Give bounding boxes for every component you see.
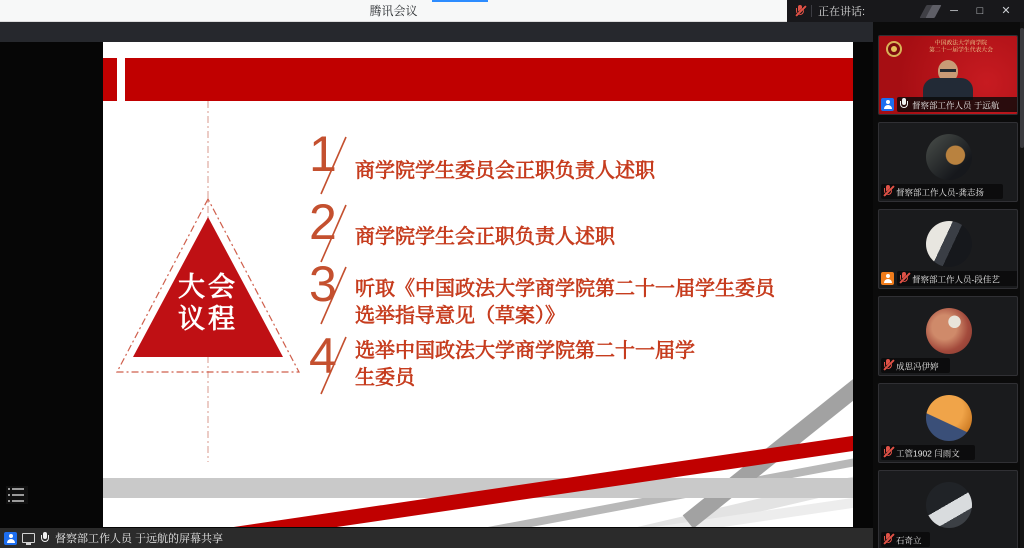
participant-name: 督察部工作人员-段佳艺	[912, 275, 1000, 285]
titlebar-main	[0, 0, 787, 22]
sidebar-scrollbar[interactable]	[1020, 22, 1024, 548]
agenda-item-1: 商学院学生委员会正职负责人述职	[355, 160, 655, 182]
participant-name: 工管1902 闫雨文	[896, 449, 960, 459]
close-button[interactable]: ✕	[1001, 5, 1011, 17]
member-badge-icon	[4, 532, 17, 545]
agenda-number-2: 2	[309, 194, 337, 250]
participant-tile[interactable]	[878, 209, 1018, 289]
participant-name: 督察部工作人员-龚志扬	[896, 188, 984, 198]
mic-on-icon	[899, 98, 909, 111]
minimize-button[interactable]: ─	[950, 5, 958, 17]
participant-name: 督察部工作人员 于远航	[912, 101, 1000, 111]
mic-muted-icon	[883, 185, 893, 198]
university-emblem-icon	[886, 41, 902, 57]
meeting-watermark-icon	[923, 5, 938, 18]
triangle-line2: 议程	[178, 304, 238, 334]
screen-share-area	[0, 42, 873, 528]
annotation-list-icon[interactable]	[6, 486, 28, 504]
share-status-label: 督察部工作人员 于远航的屏幕共享	[55, 533, 224, 545]
agenda-item-4: 选举中国政法大学商学院第二十一届学 生委员	[355, 340, 695, 389]
speaker-mic-icon	[795, 5, 805, 18]
agenda-triangle-label	[148, 271, 268, 335]
participant-tile[interactable]	[878, 122, 1018, 202]
member-badge-icon	[881, 98, 894, 111]
share-top-strip	[0, 22, 873, 42]
avatar	[926, 395, 972, 441]
mic-muted-icon	[883, 446, 893, 459]
titlebar	[0, 0, 1024, 22]
participant-tile[interactable]	[878, 470, 1018, 548]
participant-tile[interactable]	[878, 383, 1018, 463]
avatar	[926, 308, 972, 354]
participant-name: 成思冯伊婷	[896, 362, 939, 372]
scrollbar-thumb[interactable]	[1020, 28, 1024, 148]
agenda-number-3: 3	[309, 256, 337, 312]
presentation-slide	[103, 42, 853, 527]
avatar	[926, 134, 972, 180]
mic-icon	[40, 532, 50, 545]
screen-share-icon	[22, 533, 35, 543]
avatar	[926, 482, 972, 528]
host-badge-icon	[881, 272, 894, 285]
mic-muted-icon	[883, 359, 893, 372]
mic-muted-icon	[899, 272, 909, 285]
agenda-number-4: 4	[309, 328, 337, 384]
titlebar-status-area	[787, 0, 1024, 22]
avatar	[926, 221, 972, 267]
participants-sidebar	[873, 22, 1024, 548]
maximize-button[interactable]: □	[976, 5, 984, 17]
app-title: 腾讯会议	[369, 4, 418, 18]
agenda-item-2: 商学院学生会正职负责人述职	[355, 226, 615, 248]
virtual-background-text: 中国政法大学商学院 第二十一届学生代表大会	[929, 40, 993, 54]
active-tab-accent	[432, 0, 488, 2]
triangle-line1: 大会	[178, 272, 238, 302]
agenda-item-3: 听取《中国政法大学商学院第二十一届学生委员 选举指导意见（草案）》	[355, 278, 775, 327]
titlebar-divider	[811, 5, 812, 17]
share-status-bar	[0, 528, 873, 548]
participant-tile[interactable]	[878, 296, 1018, 376]
mic-muted-icon	[883, 533, 893, 546]
speaking-indicator: 正在讲话:	[818, 6, 866, 18]
agenda-number-1: 1	[309, 126, 337, 182]
participant-tile-video[interactable]	[878, 35, 1018, 115]
participant-name: 石奇立	[896, 536, 922, 546]
glasses	[940, 69, 956, 73]
